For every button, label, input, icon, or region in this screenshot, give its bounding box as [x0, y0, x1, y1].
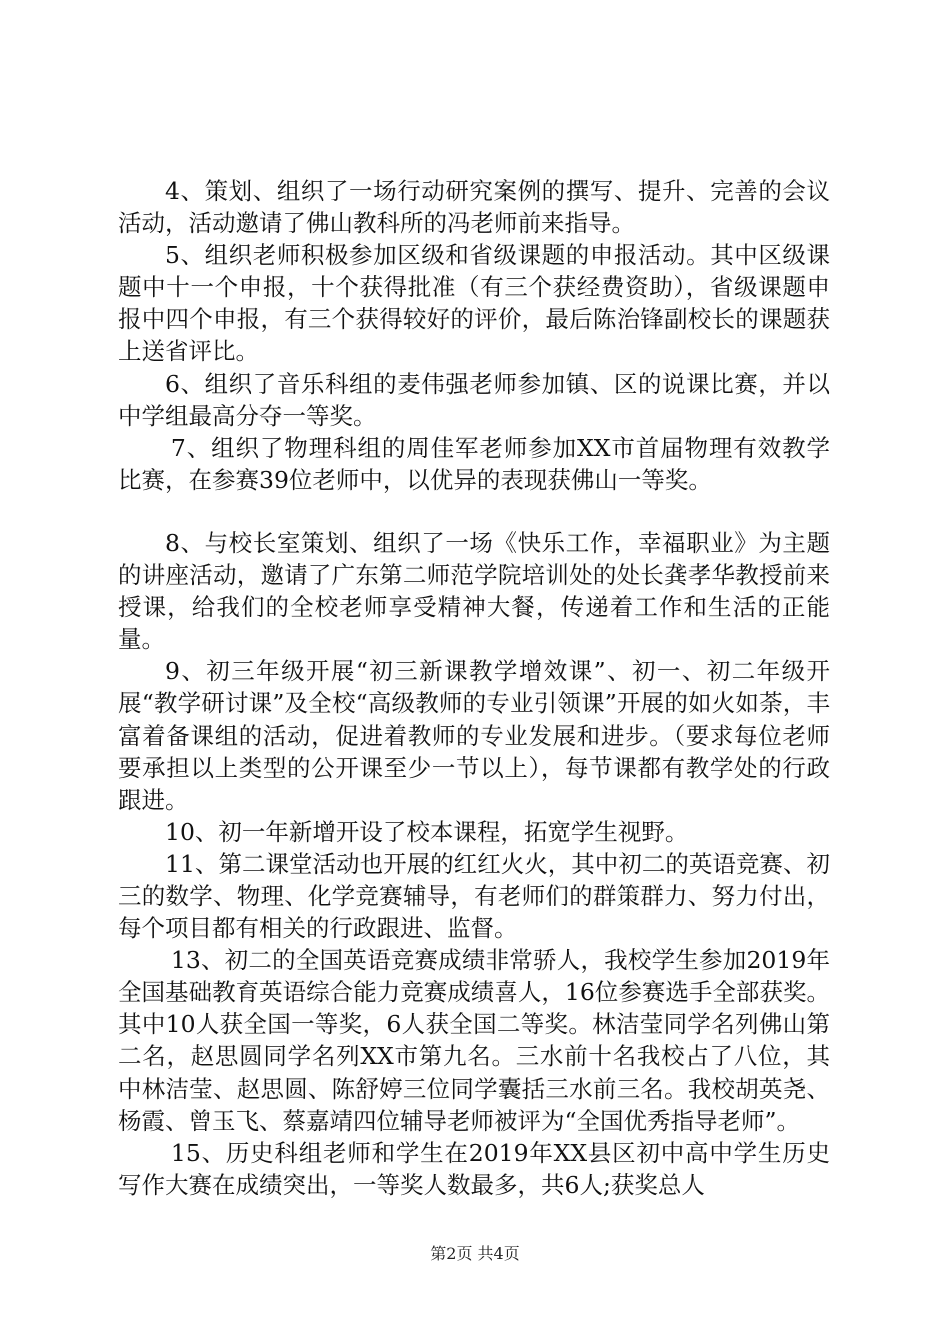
paragraph-item-5: 5、组织老师积极参加区级和省级课题的申报活动。其中区级课题中十一个申报，十个获得批准（有三个获经费资助），省级课题申报中四个申报，有三个获得较好的评价，最后陈治锋副校长的课题获上送省评比。: [118, 241, 830, 366]
page-footer: [0, 1244, 950, 1264]
paragraph-item-10: 10、初一年新增开设了校本课程，拓宽学生视野。: [165, 817, 689, 846]
document-body: [118, 175, 830, 1201]
paragraph-item-7: 7、组织了物理科组的周佳军老师参加XX市首届物理有效教学比赛，在参赛39位老师中，以优异的表现获佛山一等奖。: [118, 433, 830, 494]
paragraph-item-8: 8、与校长室策划、组织了一场《快乐工作，幸福职业》为主题的讲座活动，邀请了广东第二师范学院培训处的处长龚孝华教授前来授课，给我们的全校老师享受精神大餐，传递着工作和生活的正能量。: [118, 528, 830, 654]
paragraph-item-11: 11、第二课堂活动也开展的红红火火，其中初二的英语竞赛、初三的数学、物理、化学竞赛辅导，有老师们的群策群力、努力付出，每个项目都有相关的行政跟进、监督。: [118, 849, 830, 943]
paragraph-item-9: 9、初三年级开展“初三新课教学增效课”、初一、初二年级开展“教学研讨课”及全校“高级教师的专业引领课”开展的如火如荼，丰富着备课组的活动，促进着教师的专业发展和进步。（要求每位老师要承担以上类型的公开课至少一节以上），每节课都有教学处的行政跟进。: [118, 657, 830, 814]
paragraph-item-15: 15、历史科组老师和学生在2019年XX县区初中高中学生历史写作大赛在成绩突出，一等奖人数最多，共6人;获奖总人: [118, 1138, 830, 1199]
paragraph-item-13: 13、初二的全国英语竞赛成绩非常骄人，我校学生参加2019年全国基础教育英语综合能力竞赛成绩喜人，16位参赛选手全部获奖。其中10人获全国一等奖，6人获全国二等奖。林洁莹同学名列佛山第二名，赵思圆同学名列XX市第九名。三水前十名我校占了八位，其中林洁莹、赵思圆、陈舒婷三位同学囊括三水前三名。我校胡英尧、杨霞、曾玉飞、蔡嘉靖四位辅导老师被评为“全国优秀指导老师”。: [118, 946, 830, 1135]
paragraph-item-6: 6、组织了音乐科组的麦伟强老师参加镇、区的说课比赛，并以中学组最高分夺一等奖。: [118, 369, 830, 430]
paragraph-item-4: 4、策划、组织了一场行动研究案例的撰写、提升、完善的会议活动，活动邀请了佛山教科所的冯老师前来指导。: [118, 177, 830, 238]
page-number-label: 第2页 共4页: [430, 1244, 520, 1263]
